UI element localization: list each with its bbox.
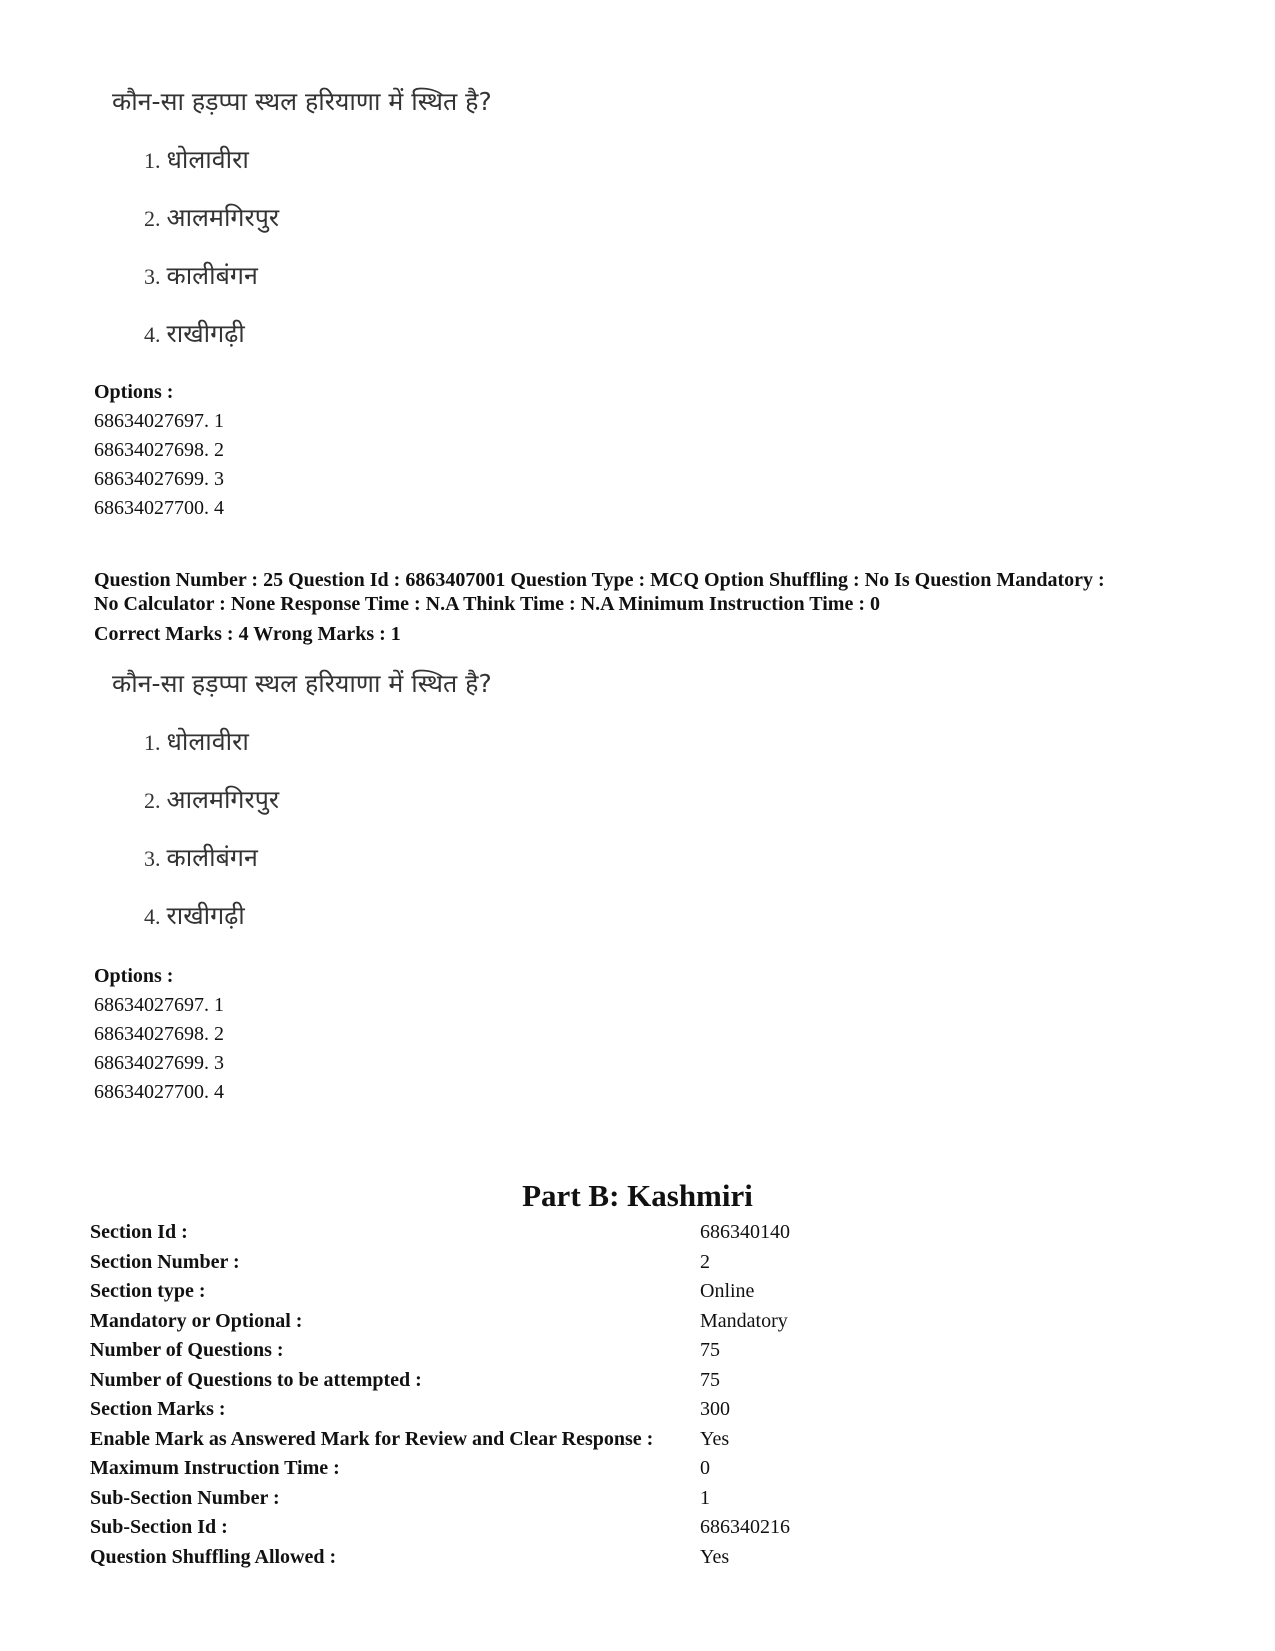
section-row-label: Section Marks : (90, 1398, 226, 1420)
section-row-value: 300 (700, 1398, 730, 1420)
section-row (90, 1310, 1190, 1340)
choice-1: 1. धोलावीरा (144, 145, 249, 174)
options-list-1 (94, 378, 224, 523)
section-row-value: 75 (700, 1339, 720, 1361)
question-image-1 (112, 84, 532, 348)
question-meta (94, 568, 1244, 646)
section-row (90, 1428, 1190, 1458)
section-row (90, 1516, 1190, 1546)
option-item: 68634027700. 4 (94, 497, 224, 519)
section-row (90, 1457, 1190, 1487)
choice-3: 3. कालीबंगन (144, 261, 258, 290)
section-row (90, 1369, 1190, 1399)
options-label: Options : (94, 965, 174, 987)
section-row-label: Number of Questions : (90, 1339, 284, 1361)
part-title: Part B: Kashmiri (522, 1178, 753, 1213)
choice-3: 3. कालीबंगन (144, 843, 258, 872)
option-item: 68634027698. 2 (94, 1023, 224, 1045)
question-meta-line-2: No Calculator : None Response Time : N.A Think Time : N.A Minimum Instruction Time : 0 (94, 593, 880, 615)
section-row-label: Section Id : (90, 1221, 188, 1243)
section-row (90, 1221, 1190, 1251)
option-item: 68634027698. 2 (94, 439, 224, 461)
question-text: कौन-सा हड़प्पा स्थल हरियाणा में स्थित है? (112, 669, 492, 698)
section-row-label: Mandatory or Optional : (90, 1309, 303, 1332)
section-row-value: 0 (700, 1457, 710, 1479)
section-row (90, 1280, 1190, 1310)
question-marks: Correct Marks : 4 Wrong Marks : 1 (94, 623, 401, 645)
section-row-label: Maximum Instruction Time : (90, 1457, 340, 1479)
section-row (90, 1339, 1190, 1369)
section-row-label: Enable Mark as Answered Mark for Review and Clear Response : (90, 1427, 654, 1450)
choice-2: 2. आलमगिरपुर (144, 785, 280, 814)
options-label: Options : (94, 381, 174, 403)
section-row-value: 1 (700, 1486, 710, 1509)
section-row-label: Section type : (90, 1280, 206, 1302)
section-row-label: Sub-Section Id : (90, 1516, 228, 1538)
option-item: 68634027700. 4 (94, 1081, 224, 1103)
section-row-value: Yes (700, 1427, 730, 1450)
section-row-value: Mandatory (700, 1309, 788, 1332)
question-image-2 (112, 666, 532, 930)
question-meta-line-1: Question Number : 25 Question Id : 6863407001 Question Type : MCQ Option Shuffling : No Is Question Mandatory : (94, 569, 1105, 591)
options-list-2 (94, 962, 224, 1107)
section-row (90, 1398, 1190, 1428)
choice-4: 4. राखीगढ़ी (144, 901, 245, 930)
option-item: 68634027699. 3 (94, 1052, 224, 1074)
section-row (90, 1251, 1190, 1281)
section-row-label: Number of Questions to be attempted : (90, 1368, 422, 1391)
option-item: 68634027699. 3 (94, 468, 224, 490)
section-row (90, 1487, 1190, 1517)
section-row-value: 2 (700, 1250, 710, 1273)
choice-1: 1. धोलावीरा (144, 727, 249, 756)
choice-4: 4. राखीगढ़ी (144, 319, 245, 348)
section-row (90, 1546, 1190, 1576)
section-info-table (90, 1221, 1190, 1575)
section-row-value: Yes (700, 1545, 730, 1568)
choice-2: 2. आलमगिरपुर (144, 203, 280, 232)
section-row-label: Section Number : (90, 1250, 240, 1273)
section-row-label: Question Shuffling Allowed : (90, 1545, 337, 1568)
section-row-value: Online (700, 1280, 755, 1302)
option-item: 68634027697. 1 (94, 994, 224, 1016)
section-row-value: 686340216 (700, 1516, 790, 1538)
section-row-value: 686340140 (700, 1221, 790, 1243)
section-row-value: 75 (700, 1368, 720, 1391)
section-row-label: Sub-Section Number : (90, 1486, 280, 1509)
option-item: 68634027697. 1 (94, 410, 224, 432)
question-text: कौन-सा हड़प्पा स्थल हरियाणा में स्थित है? (112, 87, 492, 116)
